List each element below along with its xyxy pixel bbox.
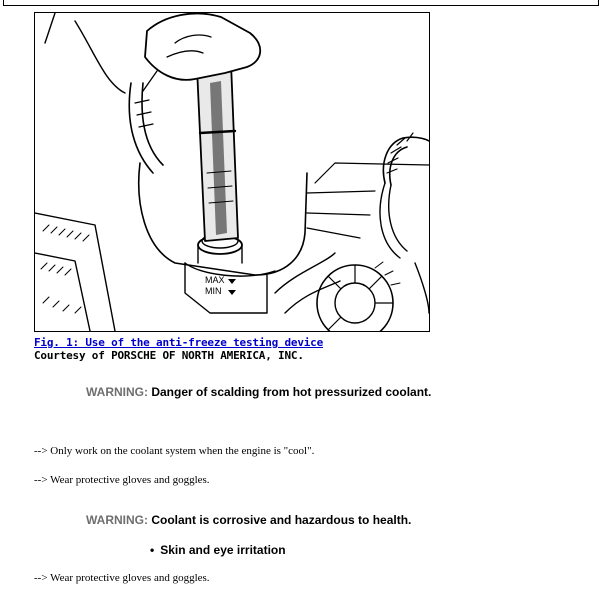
warning-scalding	[86, 385, 431, 399]
step-protective-gear-2: --> Wear protective gloves and goggles.	[34, 572, 210, 584]
min-label: MIN	[205, 286, 222, 296]
step-protective-gear: --> Wear protective gloves and goggles.	[34, 474, 210, 486]
figure-illustration	[34, 12, 430, 332]
top-frame	[3, 0, 599, 6]
hose	[129, 83, 163, 173]
warning-label: WARNING:	[86, 513, 148, 527]
warning-message: Danger of scalding from hot pressurized coolant.	[151, 385, 432, 399]
warning-message: Coolant is corrosive and hazardous to health.	[151, 513, 412, 527]
reservoir-rim	[185, 263, 275, 276]
bullet-item	[150, 543, 286, 557]
figure-caption[interactable]: Fig. 1: Use of the anti-freeze testing device	[34, 336, 324, 349]
warning-corrosive	[86, 513, 411, 527]
bullet-text: Skin and eye irritation	[160, 543, 286, 557]
figure-courtesy: Courtesy of PORSCHE OF NORTH AMERICA, INC.	[34, 349, 304, 362]
warning-label: WARNING:	[86, 385, 148, 399]
step-cool-engine: --> Only work on the coolant system when the engine is "cool".	[34, 445, 315, 457]
hand	[145, 13, 260, 79]
bullet-dot-icon: •	[150, 543, 155, 557]
max-label: MAX	[205, 275, 225, 285]
